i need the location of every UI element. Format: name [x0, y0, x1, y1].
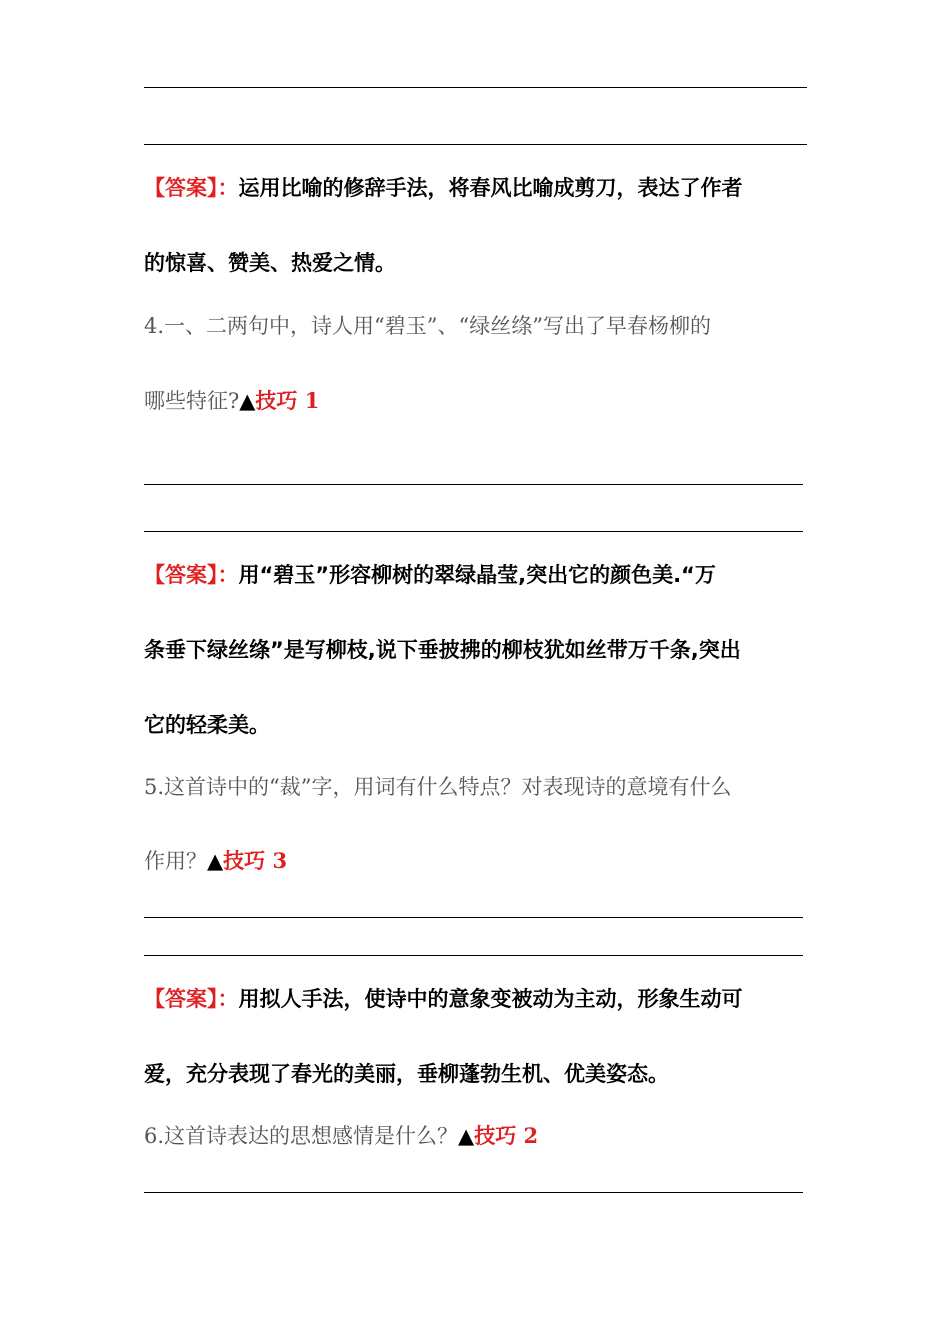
answer-line [144, 531, 803, 532]
question-5-line-2 [144, 846, 808, 876]
answer-4-line-2 [144, 635, 808, 665]
question-text: 4.一、二两句中，诗人用“碧玉”、“绿丝绦”写出了早春杨柳的 [144, 314, 711, 338]
answer-line [144, 1192, 803, 1193]
question-text: 作用？ [144, 849, 207, 873]
question-4-line-1 [144, 311, 808, 341]
answer-3-line-2 [144, 248, 808, 278]
question-5-line-1 [144, 772, 808, 802]
answer-line [144, 144, 807, 145]
answer-line [144, 955, 803, 956]
answer-5-line-1 [144, 984, 808, 1014]
answer-text: 用拟人手法，使诗中的意象变被动为主动，形象生动可 [238, 987, 743, 1011]
tip-label: 技巧 1 [255, 388, 320, 413]
answer-text: 的惊喜、赞美、热爱之情。 [144, 251, 396, 275]
answer-3-line-1 [144, 173, 808, 203]
answer-label: 【答案】： [144, 176, 239, 200]
tip-label: 技巧 2 [474, 1123, 539, 1148]
answer-text: 运用比喻的修辞手法，将春风比喻成剪刀，表达了作者 [238, 176, 743, 200]
question-text: 6.这首诗表达的思想感情是什么？ [144, 1124, 459, 1148]
answer-4-line-3 [144, 710, 808, 740]
triangle-icon: ▲ [458, 1124, 475, 1148]
answer-line [144, 484, 803, 485]
triangle-icon: ▲ [239, 389, 256, 413]
answer-4-line-1 [144, 560, 808, 590]
answer-line [144, 87, 807, 88]
question-text: 5.这首诗中的“裁”字，用词有什么特点？对表现诗的意境有什么 [144, 775, 732, 799]
question-4-line-2 [144, 386, 808, 416]
tip-label: 技巧 3 [223, 848, 288, 873]
question-6-line-1 [144, 1121, 808, 1151]
answer-text: 它的轻柔美。 [144, 713, 270, 737]
answer-text: 条垂下绿丝绦”是写柳枝,说下垂披拂的柳枝犹如丝带万千条,突出 [144, 638, 741, 662]
answer-text: 用“碧玉”形容柳树的翠绿晶莹,突出它的颜色美.“万 [238, 563, 716, 587]
answer-label: 【答案】： [144, 987, 239, 1011]
answer-label: 【答案】： [144, 563, 239, 587]
triangle-icon: ▲ [207, 849, 224, 873]
answer-text: 爱，充分表现了春光的美丽，垂柳蓬勃生机、优美姿态。 [144, 1062, 669, 1086]
answer-5-line-2 [144, 1059, 808, 1089]
question-text: 哪些特征? [144, 389, 240, 413]
answer-line [144, 917, 803, 918]
